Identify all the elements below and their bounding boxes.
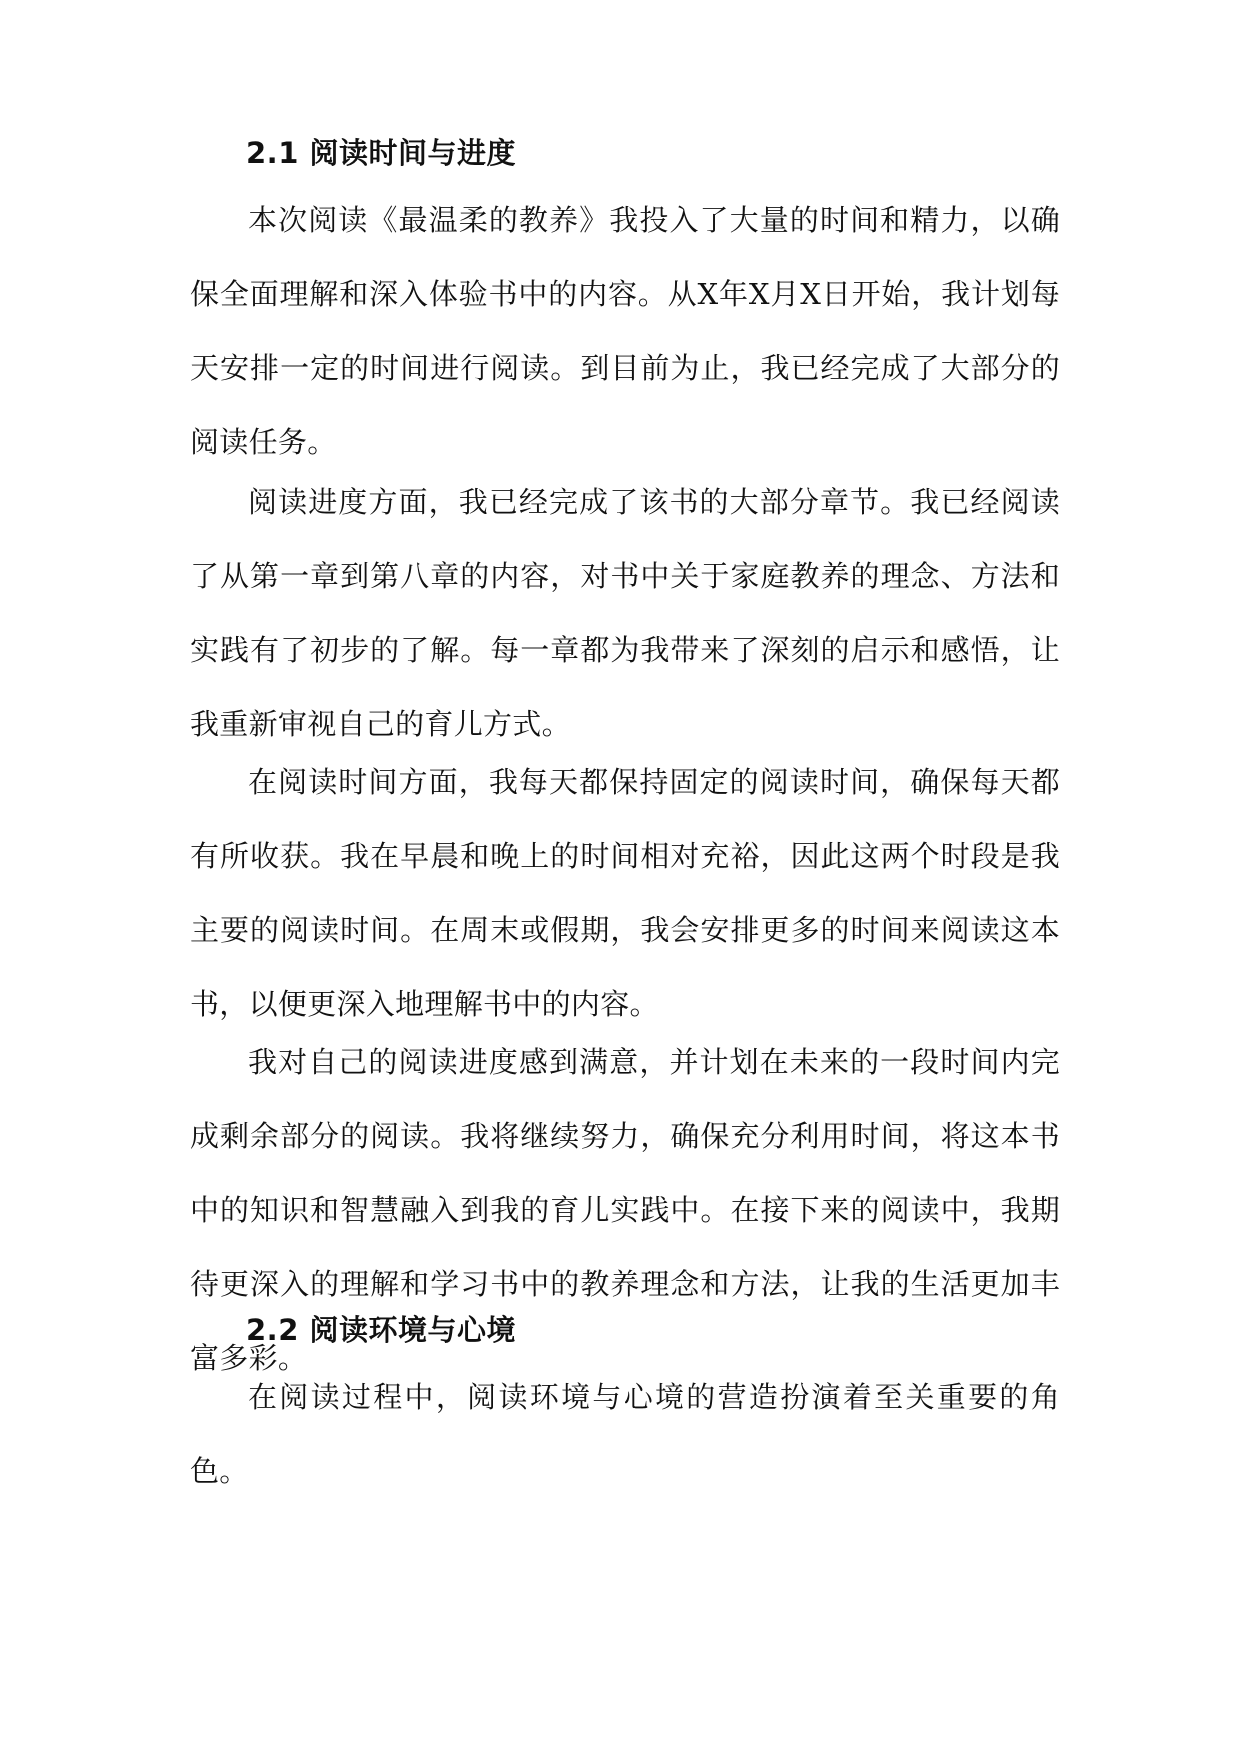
paragraph-reading-plan: 我对自己的阅读进度感到满意，并计划在未来的一段时间内完成剩余部分的阅读。我将继续努力，确保充分利用时间，将这本书中的知识和智慧融入到我的育儿实践中。在接下来的阅读中，我期待更深入的理解和学习书中的教养理念和方法，让我的生活更加丰富多彩。 bbox=[190, 1045, 1060, 1375]
paragraph-reading-progress: 阅读进度方面，我已经完成了该书的大部分章节。我已经阅读了从第一章到第八章的内容，对书中关于家庭教养的理念、方法和实践有了初步的了解。每一章都为我带来了深刻的启示和感悟，让我重新审视自己的育儿方式。 bbox=[190, 485, 1060, 741]
paragraph-reading-environment: 在阅读过程中，阅读环境与心境的营造扮演着至关重要的角色。 bbox=[190, 1380, 1060, 1488]
paragraph-reading-time-intro: 本次阅读《最温柔的教养》我投入了大量的时间和精力，以确保全面理解和深入体验书中的内容。从X年X月X日开始，我计划每天安排一定的时间进行阅读。到目前为止，我已经完成了大部分的阅读任务。 bbox=[190, 203, 1060, 459]
section-heading-2-2: 2.2 阅读环境与心境 bbox=[246, 1313, 516, 1347]
section-heading-2-1: 2.1 阅读时间与进度 bbox=[246, 136, 516, 170]
paragraph-reading-schedule: 在阅读时间方面，我每天都保持固定的阅读时间，确保每天都有所收获。我在早晨和晚上的时间相对充裕，因此这两个时段是我主要的阅读时间。在周末或假期，我会安排更多的时间来阅读这本书，以便更深入地理解书中的内容。 bbox=[190, 765, 1060, 1021]
